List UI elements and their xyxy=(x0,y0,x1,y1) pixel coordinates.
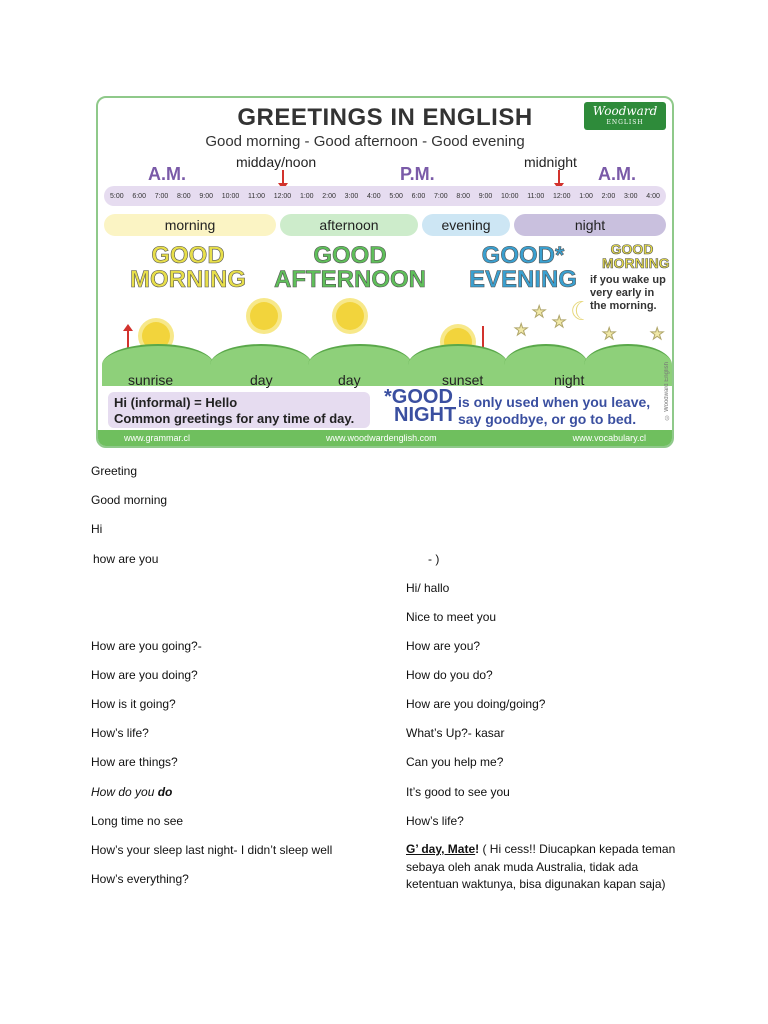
note-item: How’s your sleep last night- I didn’t sleep well xyxy=(91,843,333,857)
good-afternoon-line1: GOOD xyxy=(313,242,387,269)
early-note-line: very early in xyxy=(590,287,655,299)
good-afternoon-line2: AFTERNOON xyxy=(274,266,426,293)
side-credit: © Woodward English xyxy=(664,362,670,420)
moon-icon: ☾ xyxy=(570,296,594,326)
label-day: day xyxy=(338,372,361,388)
good-night-heading xyxy=(384,388,456,424)
small-good-morning-heading xyxy=(602,241,670,271)
note-item: Long time no see xyxy=(91,814,184,828)
note-item: How are you going?- xyxy=(91,639,202,653)
hour-tick: 9:00 xyxy=(199,192,213,200)
note-hi: Hi xyxy=(91,522,103,536)
midday-label: midday/noon xyxy=(236,154,317,170)
hour-tick: 2:00 xyxy=(601,192,616,200)
pm-label: P.M. xyxy=(400,164,435,184)
infographic-subtitle: Good morning - Good afternoon - Good evening xyxy=(205,133,525,150)
good-morning-line2: MORNING xyxy=(130,266,246,293)
period-morning: morning xyxy=(104,214,276,236)
note-item: What’s Up?- kasar xyxy=(406,726,505,740)
gday-mate-excl: ! xyxy=(475,842,480,856)
hour-tick: 3:00 xyxy=(344,192,359,200)
good-night-line1: *GOOD xyxy=(384,386,453,408)
period-night: night xyxy=(514,214,666,236)
note-item: How are you? xyxy=(406,639,481,653)
early-note-line: if you wake up xyxy=(590,274,666,286)
hi-line: Hi (informal) = Hello xyxy=(114,395,238,410)
note-item: How’s life? xyxy=(91,726,149,740)
good-morning-heading xyxy=(120,244,256,292)
label-sunset: sunset xyxy=(442,372,484,388)
good-evening-line1: GOOD* xyxy=(481,242,565,269)
footer-link: www.grammar.cl xyxy=(124,433,191,443)
star-icon: ★ xyxy=(650,326,665,343)
logo-subtext: ENGLISH xyxy=(606,119,644,126)
period-evening: evening xyxy=(422,214,510,236)
good-night-line2: NIGHT xyxy=(394,404,457,426)
hour-tick: 8:00 xyxy=(456,192,470,200)
greetings-infographic xyxy=(96,96,674,448)
star-icon: ★ xyxy=(514,322,529,339)
infographic-footer xyxy=(98,430,672,446)
note-good-morning: Good morning xyxy=(91,493,168,507)
hi-informal-box xyxy=(108,392,370,428)
good-afternoon-heading xyxy=(270,244,430,292)
note-italic-part: How do you xyxy=(91,785,158,799)
noon-arrow-icon xyxy=(282,170,284,184)
early-note-line: the morning. xyxy=(590,300,657,312)
footer-link: www.woodwardenglish.com xyxy=(326,433,437,443)
hour-tick: 1:00 xyxy=(579,192,593,200)
midnight-arrow-icon xyxy=(558,170,560,184)
star-icon: ★ xyxy=(602,326,617,343)
note-item: Hi/ hallo xyxy=(406,581,450,595)
hour-tick: 10:00 xyxy=(221,192,240,200)
hour-timeline xyxy=(104,186,666,206)
hill xyxy=(584,344,672,386)
am-label-right: A.M. xyxy=(598,164,636,184)
label-day: day xyxy=(250,372,273,388)
hour-tick: 5:00 xyxy=(110,192,124,200)
gn-note-line: say goodbye, or go to bed. xyxy=(458,411,637,427)
midnight-label: midnight xyxy=(524,154,577,170)
note-item: How are things? xyxy=(91,755,178,769)
hour-tick: 12:00 xyxy=(273,192,292,200)
infographic-title: GREETINGS IN ENGLISH xyxy=(237,104,533,131)
hour-tick: 9:00 xyxy=(478,192,493,200)
label-sunrise: sunrise xyxy=(128,372,174,388)
hour-tick: 10:00 xyxy=(501,192,519,200)
footer-link: www.vocabulary.cl xyxy=(572,433,646,443)
hi-line: Common greetings for any time of day. xyxy=(114,411,355,426)
hour-tick: 8:00 xyxy=(177,192,191,200)
logo-text: Woodward xyxy=(592,104,658,118)
hour-tick: 4:00 xyxy=(366,192,381,200)
hour-tick: 3:00 xyxy=(623,192,638,200)
gday-mate-term: G’ day, Mate xyxy=(406,842,476,856)
note-how-do-you-do xyxy=(91,785,172,799)
early-morning-note xyxy=(590,274,666,313)
hour-tick: 2:00 xyxy=(322,192,336,200)
hour-tick: 6:00 xyxy=(132,192,146,200)
hour-tick: 7:00 xyxy=(154,192,169,200)
woodward-logo xyxy=(584,102,666,130)
hour-tick: 11:00 xyxy=(527,192,545,200)
small-gm-line1: GOOD xyxy=(610,241,654,257)
sun-icon xyxy=(250,302,278,330)
hour-tick: 5:00 xyxy=(389,192,403,200)
note-item: How are you doing? xyxy=(91,668,198,682)
hour-tick: 11:00 xyxy=(247,192,265,200)
hour-tick: 7:00 xyxy=(434,192,448,200)
hour-tick: 12:00 xyxy=(553,192,571,200)
good-morning-line1: GOOD xyxy=(151,242,225,269)
note-item: How’s life? xyxy=(406,814,464,828)
note-greeting: Greeting xyxy=(91,464,138,478)
note-dash: - ) xyxy=(428,552,440,566)
note-item: It’s good to see you xyxy=(406,785,510,799)
note-item: How is it going? xyxy=(91,697,176,711)
note-item: How are you doing/going? xyxy=(406,697,546,711)
note-item: How’s everything? xyxy=(91,872,189,886)
note-item: How do you do? xyxy=(406,668,493,682)
gday-mate-note xyxy=(406,841,681,894)
hour-tick: 1:00 xyxy=(299,192,314,200)
period-afternoon: afternoon xyxy=(280,214,418,236)
small-gm-line2: MORNING xyxy=(602,255,670,271)
note-item: Nice to meet you xyxy=(406,610,497,624)
hills xyxy=(98,344,672,370)
good-evening-line2: EVENING xyxy=(468,266,578,293)
good-night-note xyxy=(458,394,650,428)
gn-note-line: is only used when you leave, xyxy=(458,394,651,410)
sun-icon xyxy=(336,302,364,330)
note-how-are-you: how are you xyxy=(93,552,159,566)
gday-mate-explanation: ( Hi cess!! Diucapkan kepada teman sebaya oleh anak muda Australia, tidak ada ketentuan waktunya, bisa digunakan kapan saja) xyxy=(406,842,676,892)
note-item: Can you help me? xyxy=(406,755,504,769)
label-night: night xyxy=(554,372,585,388)
hour-tick: 4:00 xyxy=(646,192,660,200)
note-bold-part: do xyxy=(157,785,173,799)
good-evening-heading xyxy=(464,244,582,292)
am-label-left: A.M. xyxy=(148,164,186,184)
star-icon: ★ xyxy=(552,314,567,331)
star-icon: ★ xyxy=(532,304,547,321)
hour-tick: 6:00 xyxy=(411,192,426,200)
day-periods xyxy=(104,214,666,236)
